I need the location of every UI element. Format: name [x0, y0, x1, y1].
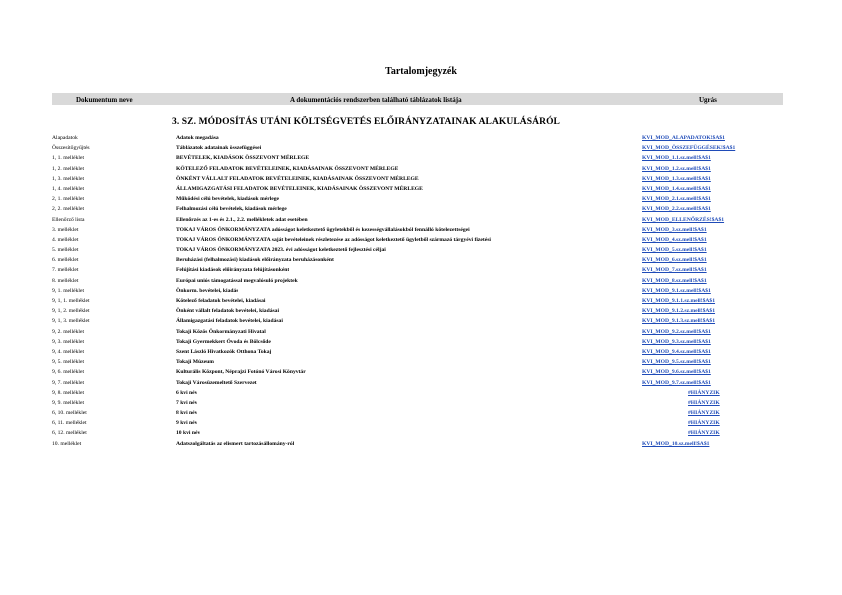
table-row — [52, 184, 783, 194]
table-row — [52, 327, 783, 337]
document-name: 8. melléklet — [52, 277, 79, 284]
jump-link[interactable]: KVI_MOD_ÖSSZEFÜGGÉSEK!$A$1 — [642, 145, 736, 152]
jump-link[interactable]: KVI_MOD_9.1.sz.mell!$A$1 — [642, 287, 711, 294]
table-header — [52, 93, 783, 105]
jump-link[interactable]: KVI_MOD_8.sz.mell!$A$1 — [642, 277, 707, 284]
table-description: Önként vállalt feladatok bevételei, kiadásai — [176, 308, 280, 315]
jump-link[interactable]: KVI_MOD_6.sz.mell!$A$1 — [642, 257, 707, 264]
table-description: 9 kvi név — [176, 420, 198, 427]
table-row — [52, 316, 783, 326]
jump-link[interactable]: KVI_MOD_9.7.sz.mell!$A$1 — [642, 379, 711, 386]
jump-link[interactable]: KVI_MOD_9.4.sz.mell!$A$1 — [642, 348, 711, 355]
table-row — [52, 378, 783, 388]
table-row — [52, 194, 783, 204]
document-name: 5. melléklet — [52, 247, 79, 254]
table-description: Beruházási (felhalmozási) kiadások előirányzata beruházásonként — [176, 257, 334, 264]
table-row — [52, 296, 783, 306]
table-description: 8 kvi név — [176, 410, 198, 417]
document-name: 2, 2. melléklet — [52, 206, 85, 213]
document-name: Ellenőrző lista — [52, 216, 85, 223]
document-name: 1, 3. melléklet — [52, 175, 85, 182]
table-description: 10 kvi név — [176, 430, 201, 437]
table-description: KÖTELEZŐ FELADATOK BEVÉTELEINEK, KIADÁSAINAK ÖSSZEVONT MÉRLEGE — [176, 165, 399, 172]
table-description: TOKAJ VÁROS ÖNKORMÁNYZATA 2023. évi adósságot keletkeztető fejlesztési céljai — [176, 247, 386, 254]
document-name: 9, 1. melléklet — [52, 287, 85, 294]
table-description: ÁLLAMIGAZGATÁSI FELADATOK BEVÉTELEINEK, KIADÁSAINAK ÖSSZEVONT MÉRLEGE — [176, 185, 423, 192]
section-title: 3. SZ. MÓDOSÍTÁS UTÁNI KÖLTSÉGVETÉS ELŐIRÁNYZATAINAK ALAKULÁSÁRÓL — [172, 117, 560, 127]
table-row — [52, 153, 783, 163]
table-description: TOKAJ VÁROS ÖNKORMÁNYZATA saját bevételeinek részletezése az adósságot keletkeztető ügyletből származó tárgyévi fizetési — [176, 236, 491, 243]
document-name: 9, 6. melléklet — [52, 369, 85, 376]
table-row — [52, 306, 783, 316]
jump-link[interactable]: KVI_MOD_10.sz.mell!$A$1 — [642, 440, 710, 447]
header-table-list: A dokumentációs rendszerben található táblázatok listája — [290, 96, 462, 104]
jump-link[interactable]: KVI_MOD_ELLENŐRZÉS!$A$1 — [642, 216, 725, 223]
table-row — [52, 347, 783, 357]
jump-link[interactable]: KVI_MOD_9.5.sz.mell!$A$1 — [642, 359, 711, 366]
header-jump: Ugrás — [699, 96, 717, 104]
jump-link[interactable]: KVI_MOD_9.3.sz.mell!$A$1 — [642, 338, 711, 345]
table-description: Tokaji Városüzemeltető Szervezet — [176, 379, 257, 386]
table-description: Államigazgatási feladatok bevételei, kiadásai — [176, 318, 283, 325]
table-row — [52, 265, 783, 275]
document-name: 6, 12. melléklet — [52, 430, 87, 437]
table-description: Szent László Hivatkozók Otthona Tokaj — [176, 348, 272, 355]
jump-link[interactable]: KVI_MOD_1.4.sz.mell!$A$1 — [642, 185, 711, 192]
document-name: 1, 4. melléklet — [52, 185, 85, 192]
table-row — [52, 133, 783, 143]
missing-link[interactable]: #HIÁNYZIK — [688, 410, 720, 417]
jump-link[interactable]: KVI_MOD_9.1.1.sz.mell!$A$1 — [642, 298, 716, 304]
jump-link[interactable]: KVI_MOD_1.1.sz.mell!$A$1 — [642, 155, 711, 162]
document-name: Összesítőgyűjtés — [52, 145, 90, 152]
table-row — [52, 143, 783, 153]
table-description: Kötelező feladatok bevételei, kiadásai — [176, 298, 266, 304]
document-name: 6. melléklet — [52, 257, 79, 264]
table-description: Működési célú bevételek, kiadások mérlege — [176, 196, 280, 203]
table-description: Tokaji Gyermekkert Óvoda és Bölcsőde — [176, 338, 271, 345]
table-description: TOKAJ VÁROS ÖNKORMÁNYZATA adósságot keletkeztető ügyletekből és kezességvállalásokból fennálló kötelezettségei — [176, 226, 470, 233]
table-row — [52, 255, 783, 265]
document-name: 9, 1, 1. melléklet — [52, 298, 90, 304]
jump-link[interactable]: KVI_MOD_5.sz.mell!$A$1 — [642, 247, 707, 254]
document-name: 1, 1. melléklet — [52, 155, 85, 162]
document-name: 9, 9. melléklet — [52, 399, 85, 406]
jump-link[interactable]: KVI_MOD_2.2.sz.mell!$A$1 — [642, 206, 711, 213]
document-name: Alapadatok — [52, 135, 78, 141]
missing-link[interactable]: #HIÁNYZIK — [688, 399, 720, 406]
jump-link[interactable]: KVI_MOD_9.2.sz.mell!$A$1 — [642, 328, 711, 335]
document-name: 9, 5. melléklet — [52, 359, 85, 366]
table-description: Adatok megadása — [176, 135, 219, 141]
table-row — [52, 286, 783, 296]
document-name: 2, 1. melléklet — [52, 196, 85, 203]
jump-link[interactable]: KVI_MOD_9.6.sz.mell!$A$1 — [642, 369, 711, 376]
table-description: Önkorm. bevételei, kiadás — [176, 287, 239, 294]
header-document-name: Dokumentum neve — [76, 96, 133, 104]
document-name: 9, 1, 3. melléklet — [52, 318, 90, 325]
document-name: 3. melléklet — [52, 226, 79, 233]
document-name: 7. melléklet — [52, 267, 79, 274]
jump-link[interactable]: KVI_MOD_ALAPADATOK!$A$1 — [642, 135, 725, 141]
table-description: Tokaji Közös Önkormányzati Hivatal — [176, 328, 266, 335]
table-description: 7 kvi név — [176, 399, 198, 406]
table-description: Európai uniós támogatással megvalósuló projektek — [176, 277, 298, 284]
table-row — [52, 225, 783, 235]
table-body — [52, 133, 783, 449]
table-row — [52, 276, 783, 286]
table-description: Táblázatok adatainak összefüggései — [176, 145, 262, 152]
jump-link[interactable]: KVI_MOD_1.3.sz.mell!$A$1 — [642, 175, 711, 182]
table-description: Ellenőrzés az 1-es és 2.1., 2.2. mellékletek adat esetében — [176, 216, 308, 223]
document-name: 9, 4. melléklet — [52, 348, 85, 355]
document-name: 1, 2. melléklet — [52, 165, 85, 172]
jump-link[interactable]: KVI_MOD_2.1.sz.mell!$A$1 — [642, 196, 711, 203]
table-row — [52, 215, 783, 225]
missing-link[interactable]: #HIÁNYZIK — [688, 389, 720, 396]
jump-link[interactable]: KVI_MOD_3.sz.mell!$A$1 — [642, 226, 707, 233]
document-name: 9, 8. melléklet — [52, 389, 85, 396]
table-description: Kulturális Központ, Néprajzi Fotónó Városi Könyvtár — [176, 369, 306, 376]
table-row — [52, 439, 783, 449]
missing-link[interactable]: #HIÁNYZIK — [688, 430, 720, 437]
table-row — [52, 245, 783, 255]
jump-link[interactable]: KVI_MOD_1.2.sz.mell!$A$1 — [642, 165, 711, 172]
table-description: ÖNKÉNT VÁLLALT FELADATOK BEVÉTELEINEK, KIADÁSAINAK ÖSSZEVONT MÉRLEGE — [176, 175, 419, 182]
table-row — [52, 398, 783, 408]
table-row — [52, 418, 783, 428]
table-description: Adatszolgáltatás az elismert tartozásállomány-ról — [176, 440, 295, 447]
document-name: 9, 3. melléklet — [52, 338, 85, 345]
table-description: Felújítási kiadások előirányzata felújításonként — [176, 267, 290, 274]
table-row — [52, 357, 783, 367]
jump-link[interactable]: KVI_MOD_4.sz.mell!$A$1 — [642, 236, 707, 243]
document-name: 9, 1, 2. melléklet — [52, 308, 90, 315]
document-name: 4. melléklet — [52, 236, 79, 243]
jump-link[interactable]: KVI_MOD_9.1.2.sz.mell!$A$1 — [642, 308, 716, 315]
jump-link[interactable]: KVI_MOD_7.sz.mell!$A$1 — [642, 267, 707, 274]
table-description: 6 kvi név — [176, 389, 198, 396]
document-name: 10. melléklet — [52, 440, 82, 447]
document-name: 9, 2. melléklet — [52, 328, 85, 335]
table-row — [52, 164, 783, 174]
table-description: Felhalmozási célú bevételek, kiadások mérlege — [176, 206, 287, 213]
table-description: Tokaji Múzeum — [176, 359, 214, 366]
table-row — [52, 235, 783, 245]
document-name: 6, 11. melléklet — [52, 420, 87, 427]
table-row — [52, 388, 783, 398]
table-description: BEVÉTELEK, KIADÁSOK ÖSSZEVONT MÉRLEGE — [176, 155, 310, 162]
missing-link[interactable]: #HIÁNYZIK — [688, 420, 720, 427]
page-title: Tartalomjegyzék — [385, 66, 457, 77]
jump-link[interactable]: KVI_MOD_9.1.3.sz.mell!$A$1 — [642, 318, 716, 325]
table-row — [52, 428, 783, 438]
table-row — [52, 408, 783, 418]
table-row — [52, 174, 783, 184]
table-row — [52, 204, 783, 214]
document-name: 6, 10. melléklet — [52, 410, 87, 417]
document-name: 9, 7. melléklet — [52, 379, 85, 386]
table-row — [52, 337, 783, 347]
table-row — [52, 367, 783, 377]
